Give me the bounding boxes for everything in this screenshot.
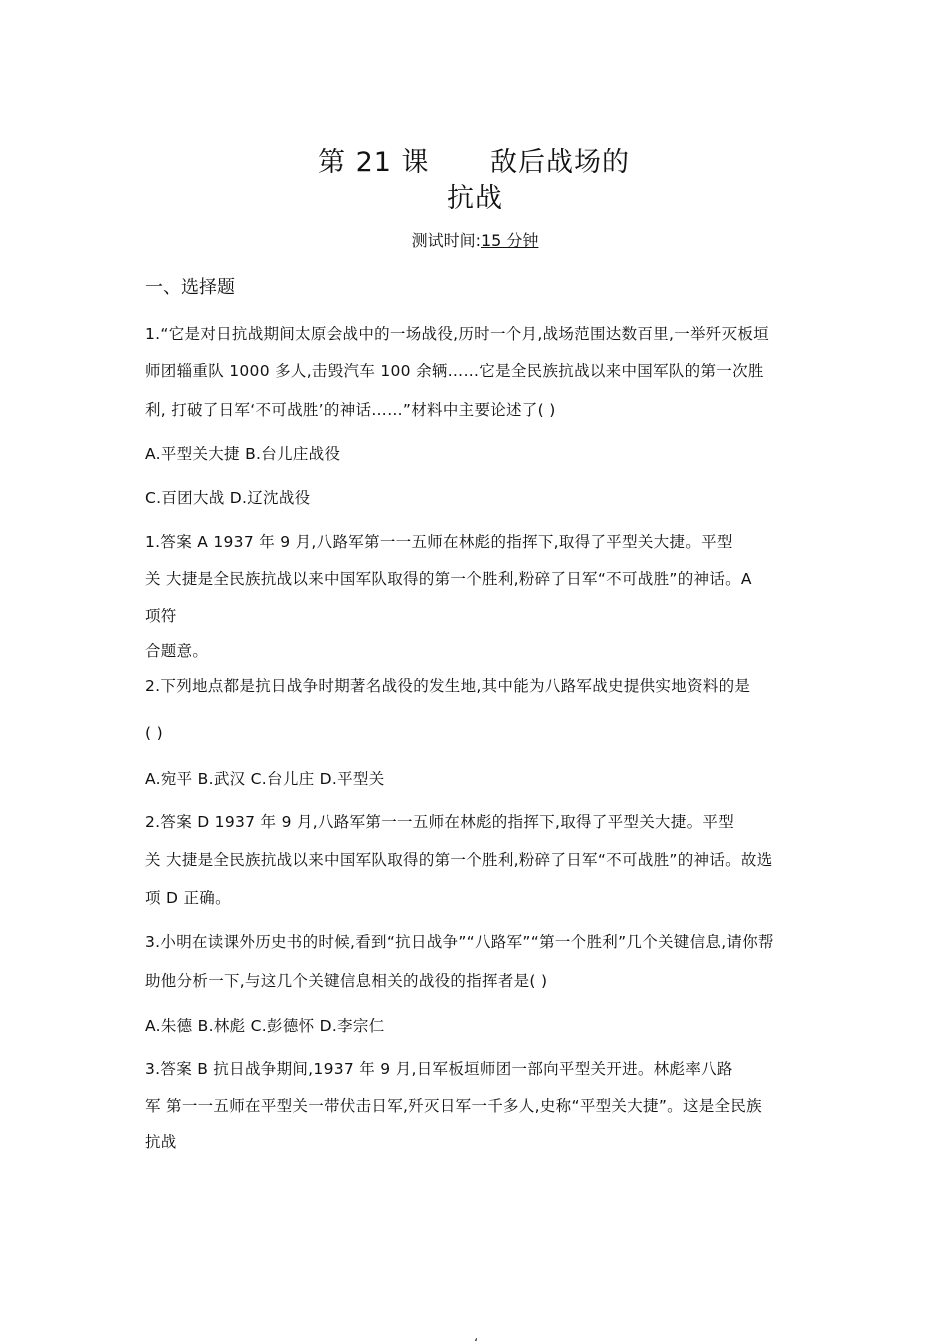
question-3-line-1: 3.小明在读课外历史书的时候,看到“抗日战争”“八路军”“第一个胜利”几个关键信息,请你帮 — [145, 933, 774, 951]
question-1-line-1: 1.“它是对日抗战期间太原会战中的一场战役,历时一个月,战场范围达数百里,一举歼灭板垣 — [145, 325, 770, 343]
answer-1-line-2: 关 大捷是全民族抗战以来中国军队取得的第一个胜利,粉碎了日军“不可战胜”的神话。A — [145, 570, 752, 588]
lesson-title-line2: 抗战 — [447, 183, 503, 214]
question-3-line-2: 助他分析一下,与这几个关键信息相关的战役的指挥者是( ) — [145, 972, 548, 990]
question-2-line-1: 2.下列地点都是抗日战争时期著名战役的发生地,其中能为八路军战史提供实地资料的是 — [145, 677, 751, 695]
answer-3-line-1: 3.答案 B 抗日战争期间,1937 年 9 月,日军板垣师团一部向平型关开进。林彪率八路 — [145, 1060, 733, 1078]
test-time — [0, 228, 950, 251]
footer-mark: ، — [474, 1330, 478, 1344]
lesson-title-part1: 第 21 课 — [318, 147, 430, 178]
question-3-options: A.朱德 B.林彪 C.彭德怀 D.李宗仁 — [145, 1017, 385, 1035]
test-time-label: 测试时间: — [411, 231, 481, 250]
question-1-options-line-2: C.百团大战 D.辽沈战役 — [145, 489, 311, 507]
answer-1-line-4: 合题意。 — [145, 642, 209, 660]
section-heading: 一、选择题 — [145, 277, 235, 298]
answer-3-line-2: 军 第一一五师在平型关一带伏击日军,歼灭日军一千多人,史称“平型关大捷”。这是全民族 — [145, 1097, 762, 1115]
test-time-value: 15 分钟 — [480, 231, 539, 250]
answer-2-line-2: 关 大捷是全民族抗战以来中国军队取得的第一个胜利,粉碎了日军“不可战胜”的神话。故选 — [145, 851, 773, 869]
answer-2-line-1: 2.答案 D 1937 年 9 月,八路军第一一五师在林彪的指挥下,取得了平型关大捷。平型 — [145, 813, 735, 831]
question-1-options-line-1: A.平型关大捷 B.台儿庄战役 — [145, 445, 341, 463]
question-2-options: A.宛平 B.武汉 C.台儿庄 D.平型关 — [145, 770, 385, 788]
question-1-line-2: 师团辎重队 1000 多人,击毁汽车 100 余辆……它是全民族抗战以来中国军队的第一次胜 — [145, 362, 764, 380]
answer-3-line-3: 抗战 — [145, 1133, 177, 1151]
answer-1-line-3: 项符 — [145, 607, 177, 625]
lesson-title-part2: 敌后战场的 — [490, 147, 630, 178]
question-1-line-3: 利, 打破了日军‘不可战胜’的神话……”材料中主要论述了( ) — [145, 401, 556, 419]
answer-1-line-1: 1.答案 A 1937 年 9 月,八路军第一一五师在林彪的指挥下,取得了平型关大捷。平型 — [145, 533, 733, 551]
question-2-line-2: ( ) — [145, 724, 163, 742]
answer-2-line-3: 项 D 正确。 — [145, 889, 231, 907]
